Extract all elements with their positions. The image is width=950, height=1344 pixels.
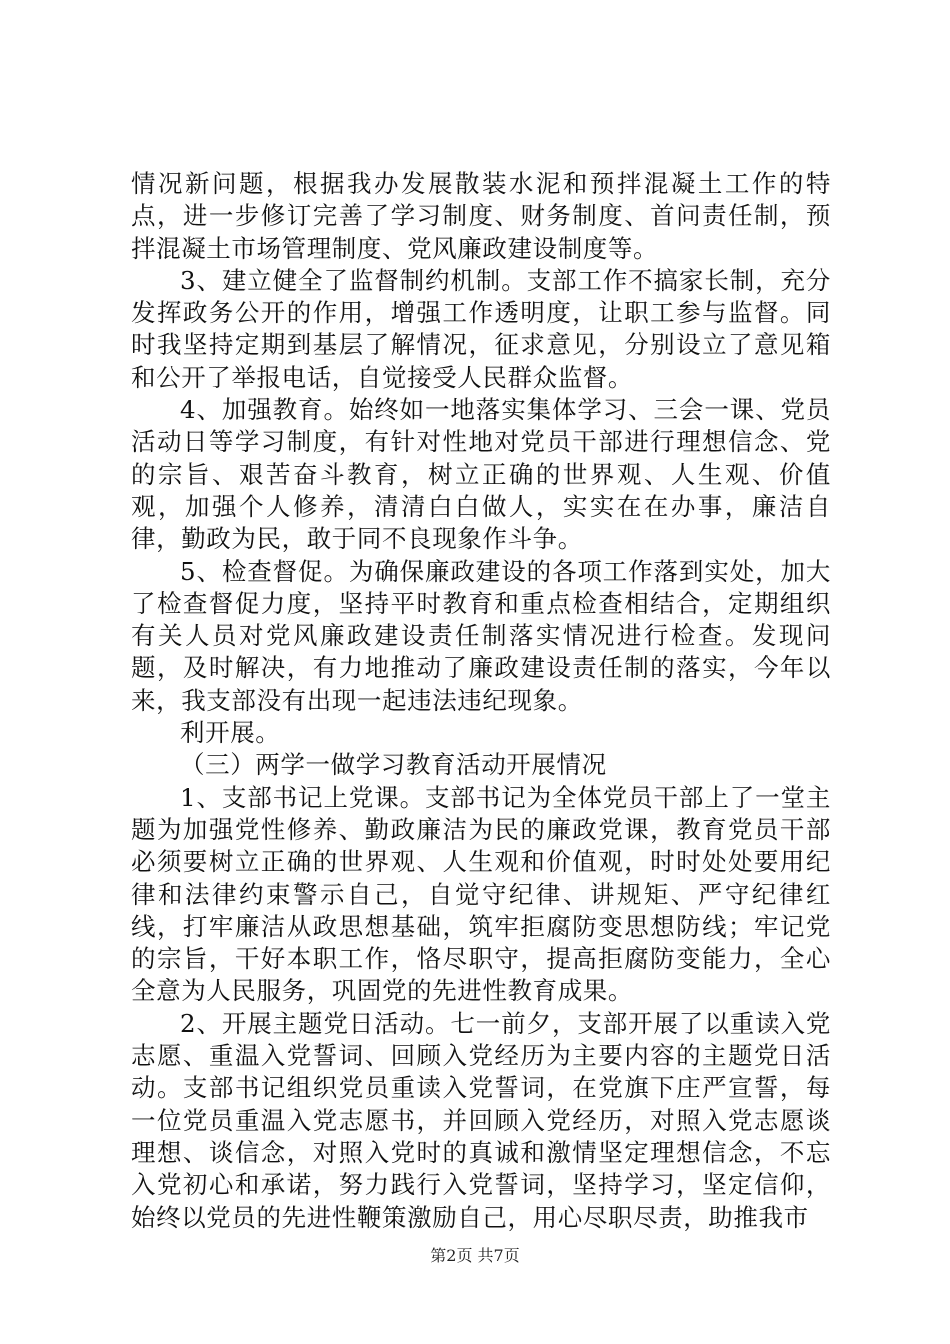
paragraph-3: 4、加强教育。始终如一地落实集体学习、三会一课、党员活动日等学习制度，有针对性地对党员干部进行理想信念、党的宗旨、艰苦奋斗教育，树立正确的世界观、人生观、价值观，加强个人修养，清清白白做人，实实在在办事，廉洁自律，勤政为民，敢于同不良现象作斗争。 [131,395,831,554]
page-number-footer: 第2页 共7页 [430,1246,520,1265]
section-heading: （三）两学一做学习教育活动开展情况 [180,750,607,780]
paragraph-5: 利开展。 [180,718,281,748]
paragraph-1: 情况新问题，根据我办发展散装水泥和预拌混凝土工作的特点，进一步修订完善了学习制度、财务制度、首问责任制，预拌混凝土市场管理制度、党风廉政建设制度等。 [131,169,831,263]
document-body [131,168,831,1234]
paragraph-4: 5、检查督促。为确保廉政建设的各项工作落到实处，加大了检查督促力度，坚持平时教育和重点检查相结合，定期组织有关人员对党风廉政建设责任制落实情况进行检查。发现问题，及时解决，有力地推动了廉政建设责任制的落实，今年以来，我支部没有出现一起违法违纪现象。 [131,556,831,715]
paragraph-8: 2、开展主题党日活动。七一前夕，支部开展了以重读入党志愿、重温入党誓词、回顾入党经历为主要内容的主题党日活动。支部书记组织党员重读入党誓词，在党旗下庄严宣誓，每一位党员重温入党志愿书，并回顾入党经历，对照入党志愿谈理想、谈信念，对照入党时的真诚和激情坚定理想信念，不忘入党初心和承诺，努力践行入党誓词，坚持学习，坚定信仰，始终以党员的先进性鞭策激励自己，用心尽职尽责，助推我市 [131,1008,831,1232]
paragraph-2: 3、建立健全了监督制约机制。支部工作不搞家长制，充分发挥政务公开的作用，增强工作透明度，让职工参与监督。同时我坚持定期到基层了解情况，征求意见，分别设立了意见箱和公开了举报电话，自觉接受人民群众监督。 [131,265,831,392]
paragraph-7: 1、支部书记上党课。支部书记为全体党员干部上了一堂主题为加强党性修养、勤政廉洁为民的廉政党课，教育党员干部必须要树立正确的世界观、人生观和价值观，时时处处要用纪律和法律约束警示自己，自觉守纪律、讲规矩、严守纪律红线，打牢廉洁从政思想基础，筑牢拒腐防变思想防线；牢记党的宗旨，干好本职工作，恪尽职守，提高拒腐防变能力，全心全意为人民服务，巩固党的先进性教育成果。 [131,782,831,1006]
